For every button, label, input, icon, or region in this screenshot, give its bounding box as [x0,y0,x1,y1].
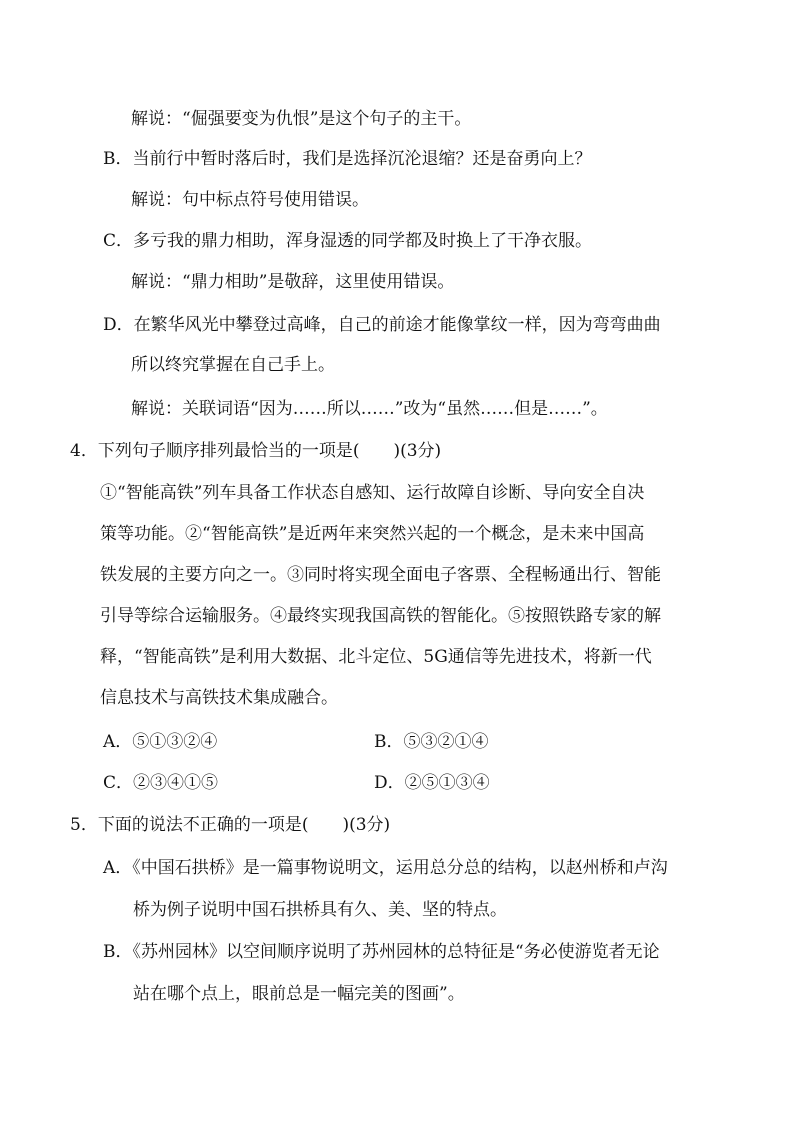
q4-passage-line: 铁发展的主要方向之一。③同时将实现全面电子客票、全程畅通出行、智能 [100,565,661,585]
q3-option-a-explanation: 解说：“倔强要变为仇恨”是这个句子的主干。 [131,109,472,129]
q4-option-b: B．⑤③②①④ [374,732,489,752]
q3-option-d-explanation: 解说：关联词语“因为……所以……”改为“虽然……但是……”。 [131,399,608,419]
q3-option-c: C．多亏我的鼎力相助，浑身湿透的同学都及时换上了干净衣服。 [103,231,593,251]
q3-option-d-line1: D．在繁华风光中攀登过高峰，自己的前途才能像掌纹一样，因为弯弯曲曲 [103,315,661,335]
q4-passage-line: 策等功能。②“智能高铁”是近两年来突然兴起的一个概念，是未来中国高 [100,524,645,544]
q3-option-d-line2: 所以终究掌握在自己手上。 [131,355,335,375]
q4-option-a: A．⑤①③②④ [103,732,218,752]
q4-passage-line: 引导等综合运输服务。④最终实现我国高铁的智能化。⑤按照铁路专家的解 [100,606,661,626]
q3-option-b: B．当前行中暂时落后时，我们是选择沉沦退缩？还是奋勇向上？ [103,149,592,169]
q5-option-a-line2: 桥为例子说明中国石拱桥具有久、美、坚的特点。 [133,900,507,920]
q4-option-d: D．②⑤①③④ [374,773,490,793]
q5-option-a-line1: A．《中国石拱桥》是一篇事物说明文，运用总分总的结构，以赵州桥和卢沟 [103,858,668,878]
q3-option-b-explanation: 解说：句中标点符号使用错误。 [131,190,369,210]
q5-stem: 5．下面的说法不正确的一项是( )(3分) [70,815,391,835]
q5-option-b-line1: B．《苏州园林》以空间顺序说明了苏州园林的总特征是“务必使游览者无论 [103,942,660,962]
q4-passage-line: 释，“智能高铁”是利用大数据、北斗定位、5G通信等先进技术，将新一代 [100,647,652,667]
q4-passage-line: 信息技术与高铁技术集成融合。 [100,688,338,708]
q4-passage-line: ①“智能高铁”列车具备工作状态自感知、运行故障自诊断、导向安全自决 [100,483,645,503]
q5-option-b-line2: 站在哪个点上，眼前总是一幅完美的图画”。 [133,984,465,1004]
q3-option-c-explanation: 解说：“鼎力相助”是敬辞，这里使用错误。 [131,272,455,292]
q4-stem: 4．下列句子顺序排列最恰当的一项是( )(3分) [70,441,442,461]
q4-option-c: C．②③④①⑤ [103,773,219,793]
